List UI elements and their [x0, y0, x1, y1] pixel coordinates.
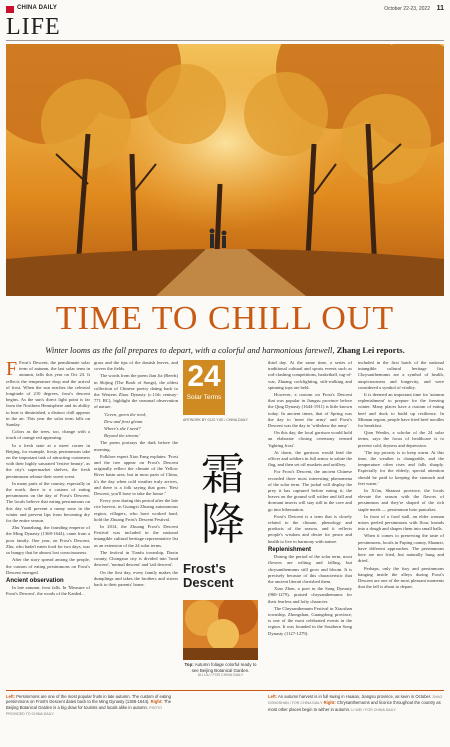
article-paragraph: In many parts of the country, especially in the north, there is a custom of eating persimmons on the day of Frost's Descent. The locals believe that eating persimmons on this day will prevent a runny nose in the winter and prevent lips from becoming dry for the entire season.	[6, 480, 90, 524]
calligraphy-characters: 霜降	[201, 450, 245, 549]
caption-lead: Right:	[323, 700, 336, 706]
drop-cap: F	[6, 360, 18, 380]
article-paragraph: After the story spread among the people, the custom of eating persimmons on Frost's Descent emerged.	[6, 557, 90, 575]
article-paragraph: grass and the tips of the dustish leaves, and covers the fields.	[94, 360, 178, 372]
artwork-credit: ARTWORK BY GUO YUE / CHINA DAILY	[183, 418, 248, 422]
issue-date: October 22-23, 2022	[384, 6, 430, 12]
article-paragraph: Qian Wenlin, a scholar of the 24 solar terms, says the focus of healthcare is to prevent cold, dryness and depression.	[358, 430, 444, 448]
article-paragraph: During the period of the solar term, most flowers are wilting and falling, but chrysanthemums still grow and bloom. It is precisely because of this characteristic that the ancient literati cherished them.	[268, 554, 352, 584]
caption-credit: PHOTO PROVIDED TO CHINA DAILY	[6, 705, 162, 717]
article-column-5	[358, 360, 444, 685]
article-paragraph: In a fresh state at a street corner in Beijing, for example, frosty persimmons take on the important task of attracting customers with their highly saturated 'festive beauty', as the city's supermarket shelves, the fresh persimmons release their sweet scent.	[6, 442, 90, 479]
caption-lead: Top:	[184, 662, 194, 667]
caption-text: An autumn harvest is in full swing in Huaian, Jiangsu province, as seen in October.	[278, 694, 432, 699]
caption-text: The Beijing Botanical Garden is a big draw for tourists and locals alike in autumn.	[6, 699, 172, 710]
caption-text: Autumn foliage colorful ready to see Beijing Botanical Garden.	[191, 662, 257, 673]
autumn-foliage-photo	[183, 600, 258, 660]
caption-credit: ZHAO DONGSHAN / FOR CHINA DAILY	[268, 695, 443, 706]
paper-name: CHINA DAILY	[17, 5, 58, 11]
article-paragraph: The words from the poem Jian Jia (Reeds) in Shijing (The Book of Songs), the oldest collection of Chinese poetry dating back to the Western Zhou Dynasty (c.11th century-771 BC), highlight the seasonal observation of nature.	[94, 373, 178, 410]
bottom-left-caption	[6, 694, 176, 718]
caption-lead: Left:	[268, 694, 278, 699]
poem-line: Dew and frost gleam.	[104, 418, 144, 424]
caption-divider	[6, 690, 444, 691]
article-paragraph: In Xi'an, Shaanxi province, the locals elevate the season with the flavors of persimmon and they're shaped of the rich staple meals — persimmon hoto pancakes.	[358, 488, 444, 512]
article-paragraph: 'The top priority is to keep warm. At this time, the weather is changeable, and the temperature often rises and falls sharply. Especially for the elderly, special attention should be paid to keeping the stomach and feet warm.'	[358, 449, 444, 486]
bottom-right-caption	[268, 694, 444, 713]
poem-line: 'Green, green the reed;	[104, 411, 147, 417]
caption-text: Chrysanthemums and licorice throughout the country as most other places begin to wither in autumn.	[268, 700, 441, 712]
article-paragraph: For Frost's Descent, the ancient Chinese recorded three most interesting phenomena of the solar term. The jackal will display the prey it has captured before eating it; the leaves on the ground will wither and fall and dormant insects will stay still in the cave and go into hibernation.	[268, 469, 352, 512]
article-paragraph: However, a custom on Frost's Descent that was popular in Jiangsu province before the Qing Dynasty (1644-1911) is little known today. In ancient times, that of Spring was the day to 'meet the army' and Frost's Descent was the day to 'withdraw the army'.	[268, 392, 352, 429]
article-paragraph: included in the first batch of the national intangible cultural heritage list. Chrysanthemums are a symbol of health, auspiciousness and longevity, and were considered a symbol of vitality.	[358, 360, 444, 390]
article-paragraph: At dawn, the garrison would lead the officer and soldiers in full armor to salute the flag, and then set off muskets and artillery.	[268, 449, 352, 468]
caption-credit: LI WEI / FOR CHINA DAILY	[351, 707, 396, 712]
solar-term-name: Frost's Descent	[183, 561, 234, 590]
subhead: Replenishment	[268, 546, 312, 553]
article-column-4	[268, 360, 352, 685]
masthead	[6, 4, 444, 16]
article-paragraph: Colors as the trees, too, change with a touch of orange red appearing.	[6, 429, 90, 441]
section-title: LIFE	[6, 14, 61, 40]
article-paragraph: When it comes to preserving the taste of persimmons, locals in Fuping county, Shaanxi, have different approaches. The persimmons here are not fried, but naturally hung and dried.	[358, 533, 444, 564]
article-paragraph: In front of a food stall, an elder woman mixes peeled persimmons with flour, kneads into a dough and shapes them into small balls.	[358, 513, 444, 532]
article-paragraph: Xiao Zhen, a poet in the Song Dynasty (960-1279), praised chrysanthemums for their fearless and lofty character.	[268, 586, 352, 604]
article-paragraph: On this day, the local garrison would hold an elaborate closing ceremony termed 'fighting frost'.	[268, 430, 352, 448]
hero-photo	[6, 44, 444, 296]
article-paragraph: The festival in Tianfu township, Daxin county, Chongzuo city is divided into 'head descent', 'normal descent' and 'tail descent'.	[94, 549, 178, 568]
subhead: Ancient observation	[6, 577, 64, 584]
article-paragraph: Frost's Descent is a term that is closely related to the climate, phenology and products of the season, and it reflects people's wisdom and desire for peace and health to live in harmony with nature.	[268, 513, 352, 544]
article-column-1	[6, 360, 90, 685]
deck	[0, 345, 450, 355]
article-paragraph: F Frost's Descent, the penultimate solar term of autumn, the last solar term in autumn, falls this year on Oct 23. It reflects the temperature drop and the arrival of frost. When the sun reaches the celestial longitude of 210 degrees, frost's descent begins. As the sun's direct light point is far from the Northern Hemisphere and its ability to heat is diminished, a distinct chill appears in the air. This year the solar term falls on Sunday.	[6, 360, 90, 428]
byline: Zhang Lei reports.	[336, 345, 405, 355]
article-paragraph: In late autumn, frost falls. In 'Measure of Frost's Descent', the words of the Kaided...	[6, 585, 90, 597]
article-paragraph: Zhu Yuanzhang, the founding emperor of the Ming Dynasty (1368-1644), came from a poor family. One year, on Frost's Descent, Zhu, who hadn't eaten food for two days, was so hungry that he almost lost consciousness.	[6, 525, 90, 556]
article-paragraph: Every year during this period after the late rice harvest, in Guangxi Zhuang autonomous region, villagers, who have worked hard, hold the Zhuang Frost's Descent Festival.	[94, 498, 178, 522]
article-paragraph: Perhaps, only the fury and persimmons hanging inside the alleys during Frost's Descent are one of the most pleasant moments that the fall is about to depart.	[358, 565, 444, 590]
caption-lead: Right:	[150, 699, 163, 705]
article-paragraph: It is deemed an important time for 'autumn replenishment' to prepare for the freezing winter. Many places have a custom of eating beef and duck to build up resilience. In Minnan region, people have fried beef noodles for breakfast.	[358, 392, 444, 429]
caption-lead: Left:	[6, 694, 16, 699]
header-divider	[6, 40, 444, 41]
article-paragraph: On the first day, every family makes the dumplings and takes the brothers and sisters back to their parents' home.	[94, 569, 178, 587]
article-paragraph: Folklore expert Xiao Fang explains: 'Frost and the tree appear on Frost's Descent originally reflect the climate of the Yellow River basin area, but in most parts of China, it's the day when cold weather truly arrives, and there is a folk saying that goes: 'Rest Descent, you'll have to take the house.''	[94, 453, 178, 497]
badge-label: Solar Terms	[186, 394, 222, 401]
page-number: 11	[436, 5, 444, 12]
solar-terms-badge	[183, 360, 225, 415]
badge-number: 24	[187, 360, 221, 393]
top-photo-caption	[183, 662, 258, 679]
article-paragraph: third day. At the same time, a series of traditional cultural and sports events such as rod-clashing competitions, basketball, tug-of-war, Zhuang cockfighting, stilt-walking and spinning tops are held.	[268, 360, 352, 390]
article-paragraph: In 2014, the Zhuang Frost's Descent Festival was included in the national intangible cultural heritage representative list as an extension of the 24 solar terms.	[94, 524, 178, 548]
article-column-2	[94, 360, 178, 685]
caption-credit: DU LIU / FOR CHINA DAILY	[197, 673, 244, 677]
poem-line: Beyond the stream.'	[104, 433, 141, 439]
caption-text: Persimmons are one of the most popular fruits in late autumn. The custom of eating persimmons on Frost's Descent dates back to the Ming Dynasty (1368-1644).	[6, 694, 171, 705]
china-daily-logo	[6, 6, 14, 13]
deck-text: Winter looms as the fall prepares to depart, with a colorful and harmonious farewell,	[45, 345, 335, 355]
article-paragraph: The Chrysanthemum Festival in Xiaoshan township, Zhongshan, Guangdong province, is one of the most celebrated events in the region. It was founded in the Southern Song Dynasty (1127-1279).	[268, 605, 352, 636]
article-paragraph: The poem portrays the dark before the morning.	[94, 440, 178, 452]
headline: TIME TO CHILL OUT	[55, 300, 395, 337]
poem-line: Where's she I need?	[104, 426, 141, 432]
